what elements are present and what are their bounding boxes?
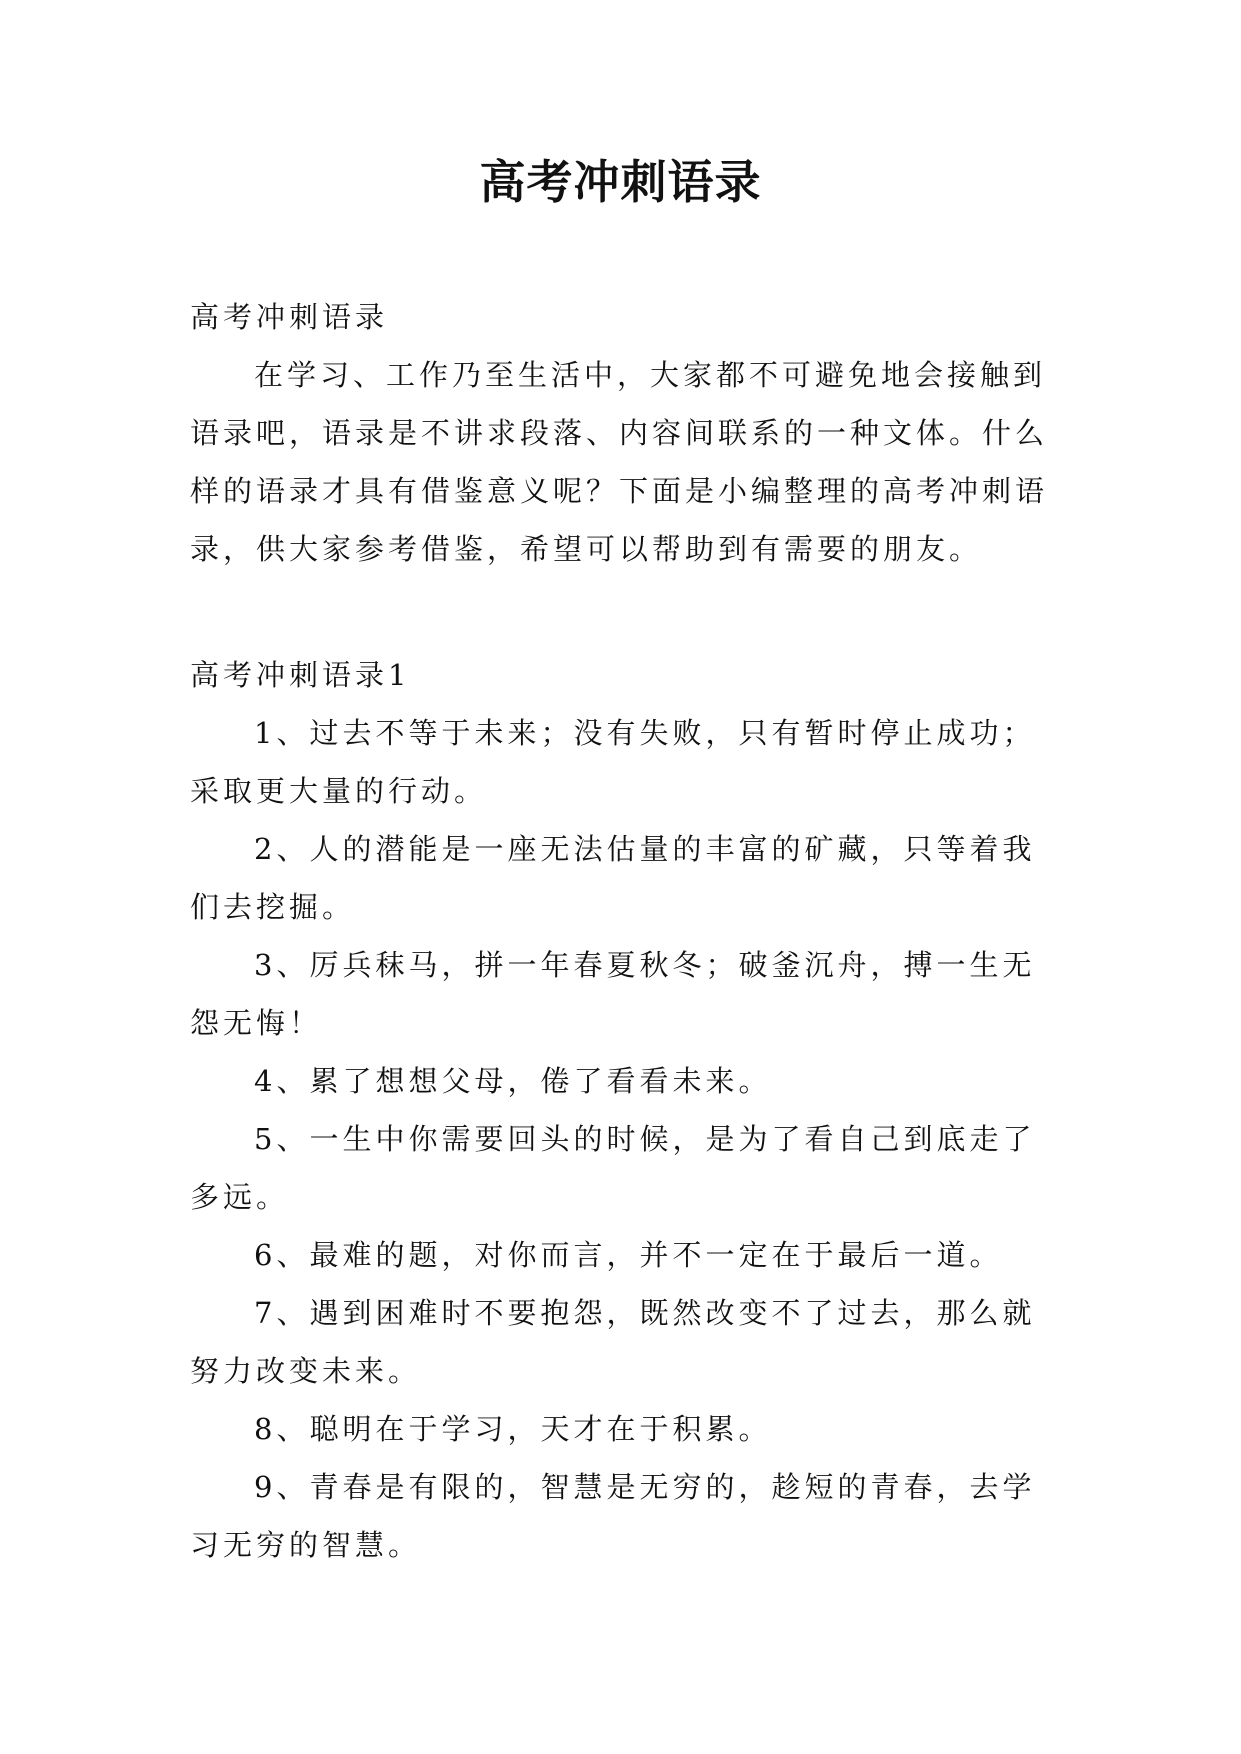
document-subtitle: 高考冲刺语录	[190, 300, 389, 334]
quote-item: 4、累了想想父母，倦了看看未来。	[254, 1064, 772, 1098]
quote-item: 3、厉兵秣马，拼一年春夏秋冬；破釜沉舟，搏一生无怨无悔！	[190, 948, 1036, 1040]
section-heading: 高考冲刺语录1	[190, 658, 411, 692]
document-title: 高考冲刺语录	[479, 155, 762, 209]
quote-item: 2、人的潜能是一座无法估量的丰富的矿藏，只等着我们去挖掘。	[190, 832, 1036, 924]
quote-item: 1、过去不等于未来；没有失败，只有暂时停止成功；采取更大量的行动。	[190, 716, 1036, 808]
section-spacer	[190, 578, 1050, 646]
quote-item: 9、青春是有限的，智慧是无穷的，趁短的青春，去学习无穷的智慧。	[190, 1470, 1036, 1562]
document-body	[190, 288, 1050, 1574]
quote-item: 7、遇到困难时不要抱怨，既然改变不了过去，那么就努力改变未来。	[190, 1296, 1036, 1388]
intro-paragraph: 在学习、工作乃至生活中，大家都不可避免地会接触到语录吧，语录是不讲求段落、内容间联系的一种文体。什么样的语录才具有借鉴意义呢？下面是小编整理的高考冲刺语录，供大家参考借鉴，希望可以帮助到有需要的朋友。	[190, 358, 1049, 566]
quote-item: 8、聪明在于学习，天才在于积累。	[254, 1412, 772, 1446]
quote-item: 5、一生中你需要回头的时候，是为了看自己到底走了多远。	[190, 1122, 1036, 1214]
quote-item: 6、最难的题，对你而言，并不一定在于最后一道。	[254, 1238, 1003, 1272]
